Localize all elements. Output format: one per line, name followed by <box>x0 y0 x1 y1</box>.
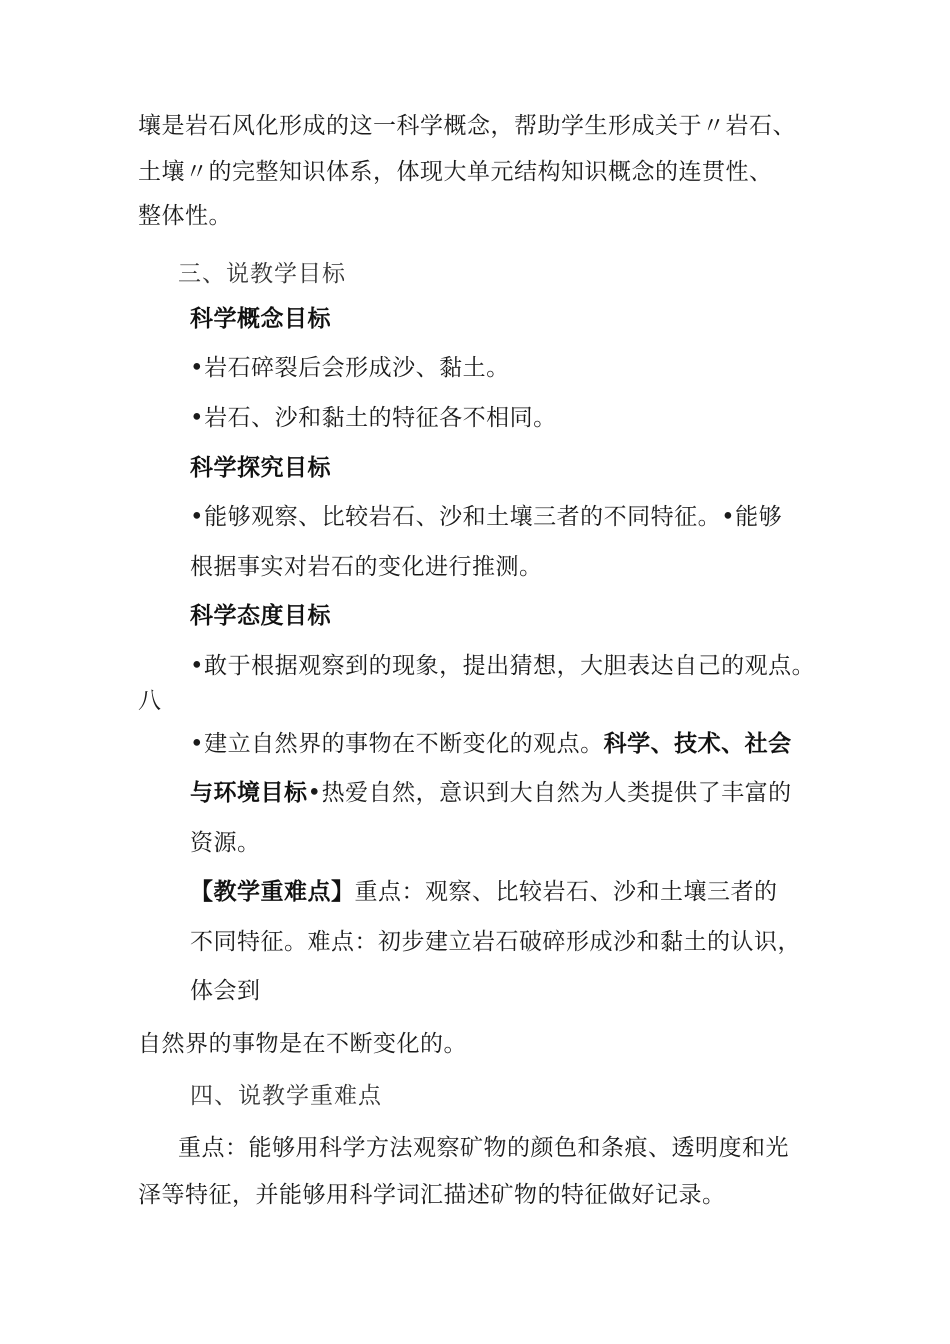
keypoints-line-1-text: 重点：观察、比较岩石、沙和土壤三者的 <box>354 879 778 905</box>
section-3-heading: 三、说教学目标 <box>178 261 346 287</box>
attitude-goal-title: 科学态度目标 <box>190 603 331 629</box>
intro-line-1: 壤是岩石风化形成的这一科学概念，帮助学生形成关于〃岩石、 <box>138 113 796 139</box>
attitude-goal-line-2 <box>190 729 792 759</box>
intro-line-2: 土壤〃的完整知识体系，体现大单元结构知识概念的连贯性、 <box>138 159 773 185</box>
keypoints-line-4: 自然界的事物是在不断变化的。 <box>138 1031 467 1057</box>
attitude-goal-text: •建立自然界的事物在不断变化的观点。 <box>190 731 604 757</box>
section-4-line-2: 泽等特征，并能够用科学词汇描述矿物的特征做好记录。 <box>138 1182 726 1208</box>
sts-goal-text: •热爱自然，意识到大自然为人类提供了丰富的 <box>307 780 792 806</box>
sts-goal-line <box>190 778 792 808</box>
attitude-goal-line-1: •敢于根据观察到的现象，提出猜想，大胆表达自己的观点。 <box>190 653 816 679</box>
concept-goal-title: 科学概念目标 <box>190 306 331 332</box>
inquiry-goal-line-1: •能够观察、比较岩石、沙和土壤三者的不同特征。•能够 <box>190 504 783 530</box>
keypoints-label: 【教学重难点】 <box>190 879 355 905</box>
section-4-line-1: 重点：能够用科学方法观察矿物的颜色和条痕、透明度和光 <box>178 1135 789 1161</box>
keypoints-line-2: 不同特征。难点：初步建立岩石破碎形成沙和黏土的认识， <box>190 929 801 955</box>
intro-line-3: 整体性。 <box>138 203 232 229</box>
stray-character: 八 <box>138 688 162 714</box>
keypoints-line-1 <box>190 877 778 907</box>
inquiry-goal-line-2: 根据事实对岩石的变化进行推测。 <box>190 554 543 580</box>
concept-goal-item-1: •岩石碎裂后会形成沙、黏土。 <box>190 355 510 381</box>
sts-goal-title-part-2: 与环境目标 <box>190 780 308 806</box>
sts-goal-text-end: 资源。 <box>190 830 261 856</box>
keypoints-line-3: 体会到 <box>190 978 261 1004</box>
section-4-heading: 四、说教学重难点 <box>190 1083 382 1109</box>
sts-goal-title-part-1: 科学、技术、社会 <box>603 731 792 757</box>
concept-goal-item-2: •岩石、沙和黏土的特征各不相同。 <box>190 405 557 431</box>
inquiry-goal-title: 科学探究目标 <box>190 455 331 481</box>
